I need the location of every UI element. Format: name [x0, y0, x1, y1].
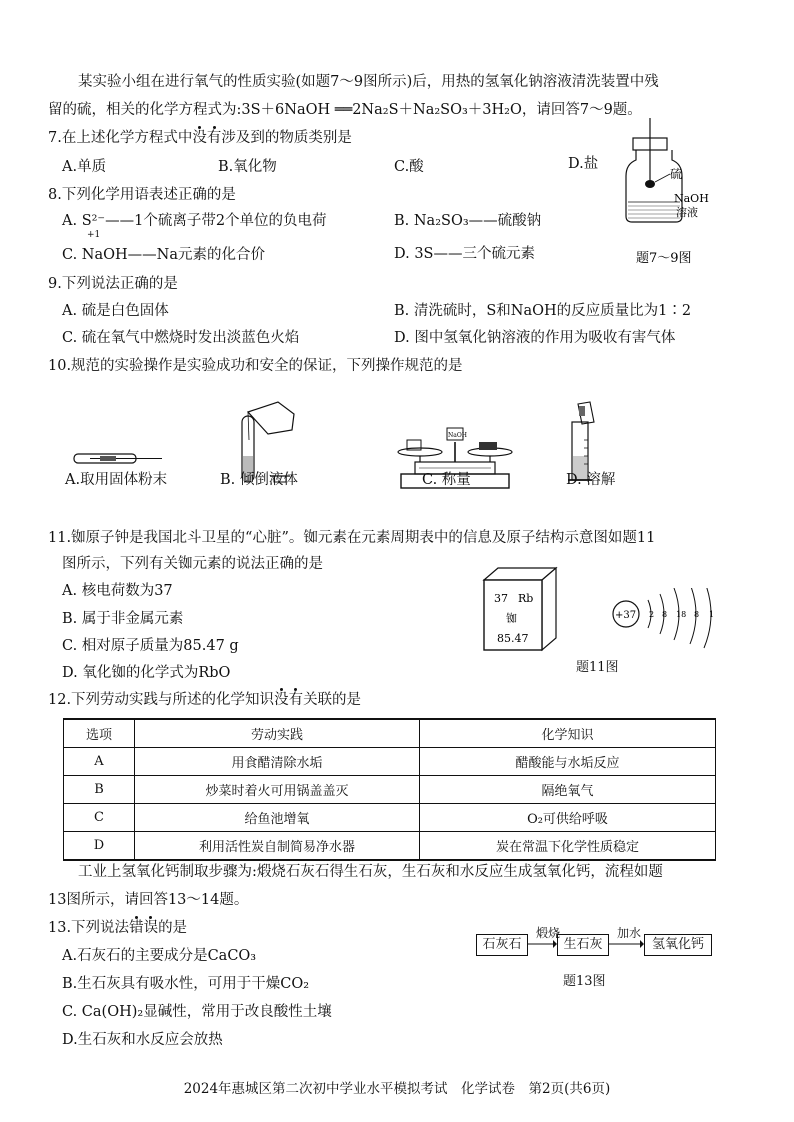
fig-7-9-label-sol: 溶液: [676, 206, 698, 219]
table-cell: 用食醋清除水垢: [135, 748, 420, 776]
q13-stem: 13.下列说法错误的是: [48, 920, 188, 936]
q9-option-d: D. 图中氢氧化钠溶液的作用为吸收有害气体: [394, 330, 676, 346]
intro-13-14-line1: 工业上氢氧化钙制取步骤为:煅烧石灰石得生石灰，生石灰和水反应生成氢氧化钙，流程如题: [78, 864, 663, 880]
q11-shell-5: 1: [709, 610, 715, 619]
q11-element-name: 铷: [506, 612, 517, 625]
q9-stem: 9.下列说法正确的是: [48, 276, 178, 292]
q8-option-d: D. 3S——三个硫元素: [394, 246, 535, 262]
q10-fig-a-spatula: [70, 446, 170, 470]
flow-arrow2-icon: [608, 938, 644, 950]
table-row: [64, 748, 716, 776]
q7-option-b: B.氧化物: [218, 159, 277, 175]
q12-stem: 12.下列劳动实践与所述的化学知识没有关联的是: [48, 692, 362, 708]
q11-option-b: B. 属于非金属元素: [62, 611, 184, 627]
q10-option-d: D. 溶解: [566, 472, 616, 488]
q8-option-b: B. Na₂SO₃——硫酸钠: [394, 213, 542, 229]
table-cell: 炭在常温下化学性质稳定: [420, 832, 716, 861]
q13-option-a: A.石灰石的主要成分是CaCO₃: [62, 948, 257, 964]
q11-option-a: A. 核电荷数为37: [62, 583, 173, 599]
q13-caption: 题13图: [563, 974, 606, 989]
q11-shell-4: 8: [694, 610, 700, 619]
q11-option-d: D. 氧化铷的化学式为RbO: [62, 665, 231, 681]
intro-13-14-line2: 13图所示，请回答13～14题。: [48, 892, 249, 908]
fig-7-9-label-naoh: NaOH: [674, 192, 709, 205]
table-header-practice: 劳动实践: [135, 719, 420, 748]
q10-option-c: C. 称量: [422, 472, 471, 488]
q8-option-a: A. S²⁻——1个硫离子带2个单位的负电荷: [62, 213, 327, 229]
table-cell: 炒菜时着火可用锅盖盖灭: [135, 776, 420, 804]
q11-shell-3: 18: [676, 610, 687, 619]
q13-option-d: D.生石灰和水反应会放热: [62, 1032, 223, 1048]
q10-balance-label: NaOH: [448, 432, 467, 439]
fig-7-9-label-s: 硫: [670, 167, 683, 181]
q8-valence-mark: +1: [87, 230, 101, 240]
q11-element-symbol: Rb: [518, 592, 534, 605]
q8-option-c: C. NaOH——Na元素的化合价: [62, 247, 265, 263]
q10-option-b: B. 倾倒液体: [220, 472, 298, 488]
table-cell: C: [64, 804, 135, 832]
table-row: [64, 776, 716, 804]
flow-arrow1-icon: [527, 938, 557, 950]
q13-option-b: B.生石灰具有吸水性，可用于干燥CO₂: [62, 976, 310, 992]
table-cell: 利用活性炭自制简易净水器: [135, 832, 420, 861]
q11-atom-diagram: [608, 588, 732, 652]
q11-shell-1: 2: [649, 610, 655, 619]
table-row: [64, 832, 716, 861]
page-footer: 2024年惠城区第二次初中学业水平模拟考试 化学试卷 第2页(共6页): [183, 1081, 611, 1097]
table-cell: B: [64, 776, 135, 804]
q7-option-a: A.单质: [62, 159, 107, 175]
flow-step-quicklime: 生石灰: [557, 934, 609, 956]
q8-stem: 8.下列化学用语表述正确的是: [48, 187, 236, 203]
q11-option-c: C. 相对原子质量为85.47 g: [62, 638, 239, 654]
flow-arrow1-label: 煅烧: [536, 926, 561, 940]
q9-option-c: C. 硫在氧气中燃烧时发出淡蓝色火焰: [62, 330, 300, 346]
table-cell: O₂可供给呼吸: [420, 804, 716, 832]
q11-caption: 题11图: [576, 660, 619, 675]
fig-7-9-flask: [612, 116, 722, 274]
q11-shell-2: 8: [662, 610, 668, 619]
intro-7-9-line2: 留的硫，相关的化学方程式为:3S＋6NaOH ══2Na₂S＋Na₂SO₃＋3H₂O，请回答7～9题。: [48, 102, 642, 118]
table-cell: 给鱼池增氧: [135, 804, 420, 832]
flow-step-limestone: 石灰石: [476, 934, 528, 956]
table-header-row: [64, 719, 716, 748]
q11-atomic-number: 37: [494, 592, 508, 605]
table-cell: 隔绝氧气: [420, 776, 716, 804]
q12-table: [63, 718, 716, 861]
table-cell: 醋酸能与水垢反应: [420, 748, 716, 776]
q11-atomic-mass: 85.47: [497, 632, 529, 645]
q10-stem: 10.规范的实验操作是实验成功和安全的保证，下列操作规范的是: [48, 358, 463, 374]
q9-option-a: A. 硫是白色固体: [62, 303, 169, 319]
q13-option-c: C. Ca(OH)₂显碱性，常用于改良酸性土壤: [62, 1004, 332, 1020]
q11-stem-line1: 11.铷原子钟是我国北斗卫星的“心脏”。铷元素在元素周期表中的信息及原子结构示意图如题11: [48, 530, 656, 546]
q11-nucleus-charge: +37: [615, 610, 637, 621]
table-cell: D: [64, 832, 135, 861]
table-row: [64, 804, 716, 832]
q7-option-d: D.盐: [568, 156, 599, 172]
table-header-option: 选项: [64, 719, 135, 748]
flow-arrow2-label: 加水: [617, 926, 642, 940]
q9-option-b: B. 清洗硫时，S和NaOH的反应质量比为1∶2: [394, 303, 692, 319]
q7-stem: 7.在上述化学方程式中没有涉及到的物质类别是: [48, 130, 352, 146]
intro-7-9-line1: 某实验小组在进行氧气的性质实验(如题7～9图所示)后，用热的氢氧化钠溶液清洗装置中残: [78, 74, 659, 90]
q11-element-card: [480, 566, 560, 652]
q11-stem-line2: 图所示，下列有关铷元素的说法正确的是: [62, 556, 323, 572]
q7-option-c: C.酸: [394, 159, 424, 175]
table-cell: A: [64, 748, 135, 776]
q10-option-a: A.取用固体粉末: [65, 472, 168, 488]
table-header-knowledge: 化学知识: [420, 719, 716, 748]
fig-7-9-caption: 题7～9图: [636, 251, 692, 266]
flow-step-calcium-hydroxide: 氢氧化钙: [644, 934, 712, 956]
